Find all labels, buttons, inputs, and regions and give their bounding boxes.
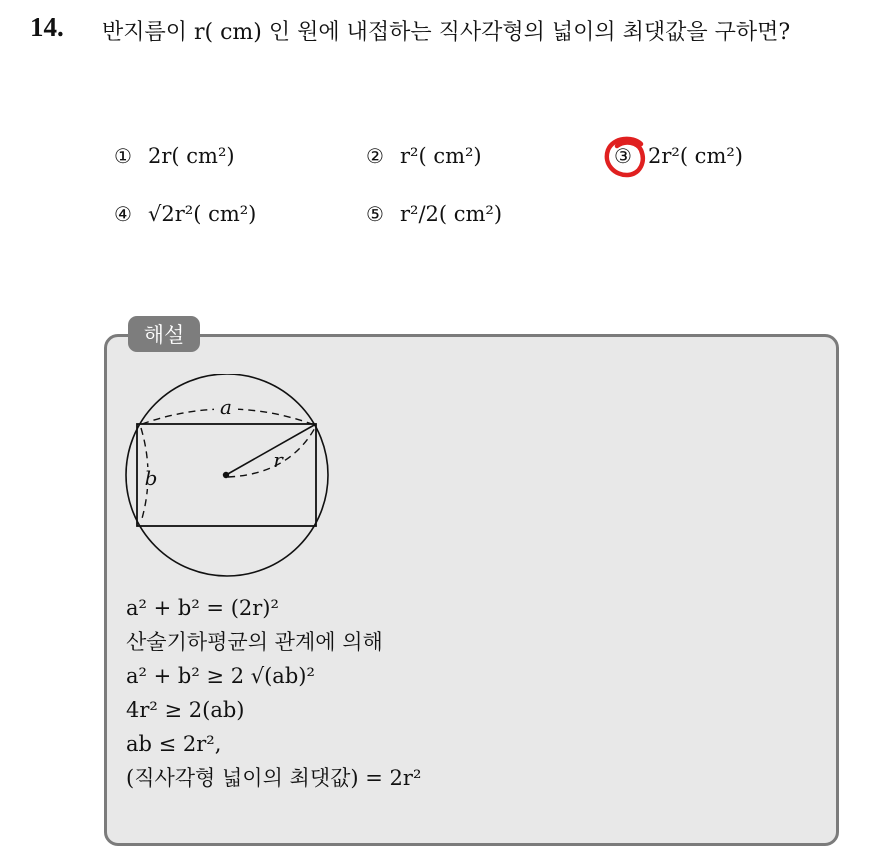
center-point	[223, 472, 229, 478]
label-r: r	[273, 448, 283, 472]
question-number: 14.	[30, 12, 64, 42]
solution-lines	[126, 591, 421, 795]
choice-4[interactable]	[112, 202, 256, 226]
solution-line: 4r² ≥ 2(ab)	[126, 698, 245, 722]
radius-line	[226, 424, 316, 475]
choice-mark: ③	[614, 144, 632, 168]
choice-mark: ①	[114, 144, 132, 168]
choice-1[interactable]	[112, 144, 235, 168]
label-a: a	[220, 395, 232, 419]
solution-line: (직사각형 넓이의 최댓값) = 2r²	[126, 766, 422, 790]
choice-expression: r²/2( cm²)	[400, 202, 503, 226]
choice-mark: ②	[366, 144, 384, 168]
circle-rectangle-diagram	[120, 374, 340, 578]
solution-tab-label: 해설	[128, 316, 200, 352]
dimension-arc-r	[228, 426, 316, 477]
choice-expression: 2r²( cm²)	[648, 144, 743, 168]
choice-3[interactable]	[612, 144, 743, 168]
label-b: b	[144, 466, 158, 490]
question-text: 반지름이 r( cm) 인 원에 내접하는 직사각형의 넓이의 최댓값을 구하면?	[102, 20, 791, 45]
choice-expression: r²( cm²)	[400, 144, 482, 168]
choice-mark: ⑤	[366, 202, 384, 226]
solution-line: ab ≤ 2r²,	[126, 732, 222, 756]
choice-expression: 2r( cm²)	[148, 144, 235, 168]
choice-expression: √2r²( cm²)	[148, 202, 257, 226]
choice-5[interactable]	[364, 202, 502, 226]
solution-line: 산술기하평균의 관계에 의해	[126, 630, 383, 654]
solution-line: a² + b² = (2r)²	[126, 596, 279, 620]
choice-2[interactable]	[364, 144, 482, 168]
solution-line: a² + b² ≥ 2 √(ab)²	[126, 664, 315, 688]
choice-mark: ④	[114, 202, 132, 226]
